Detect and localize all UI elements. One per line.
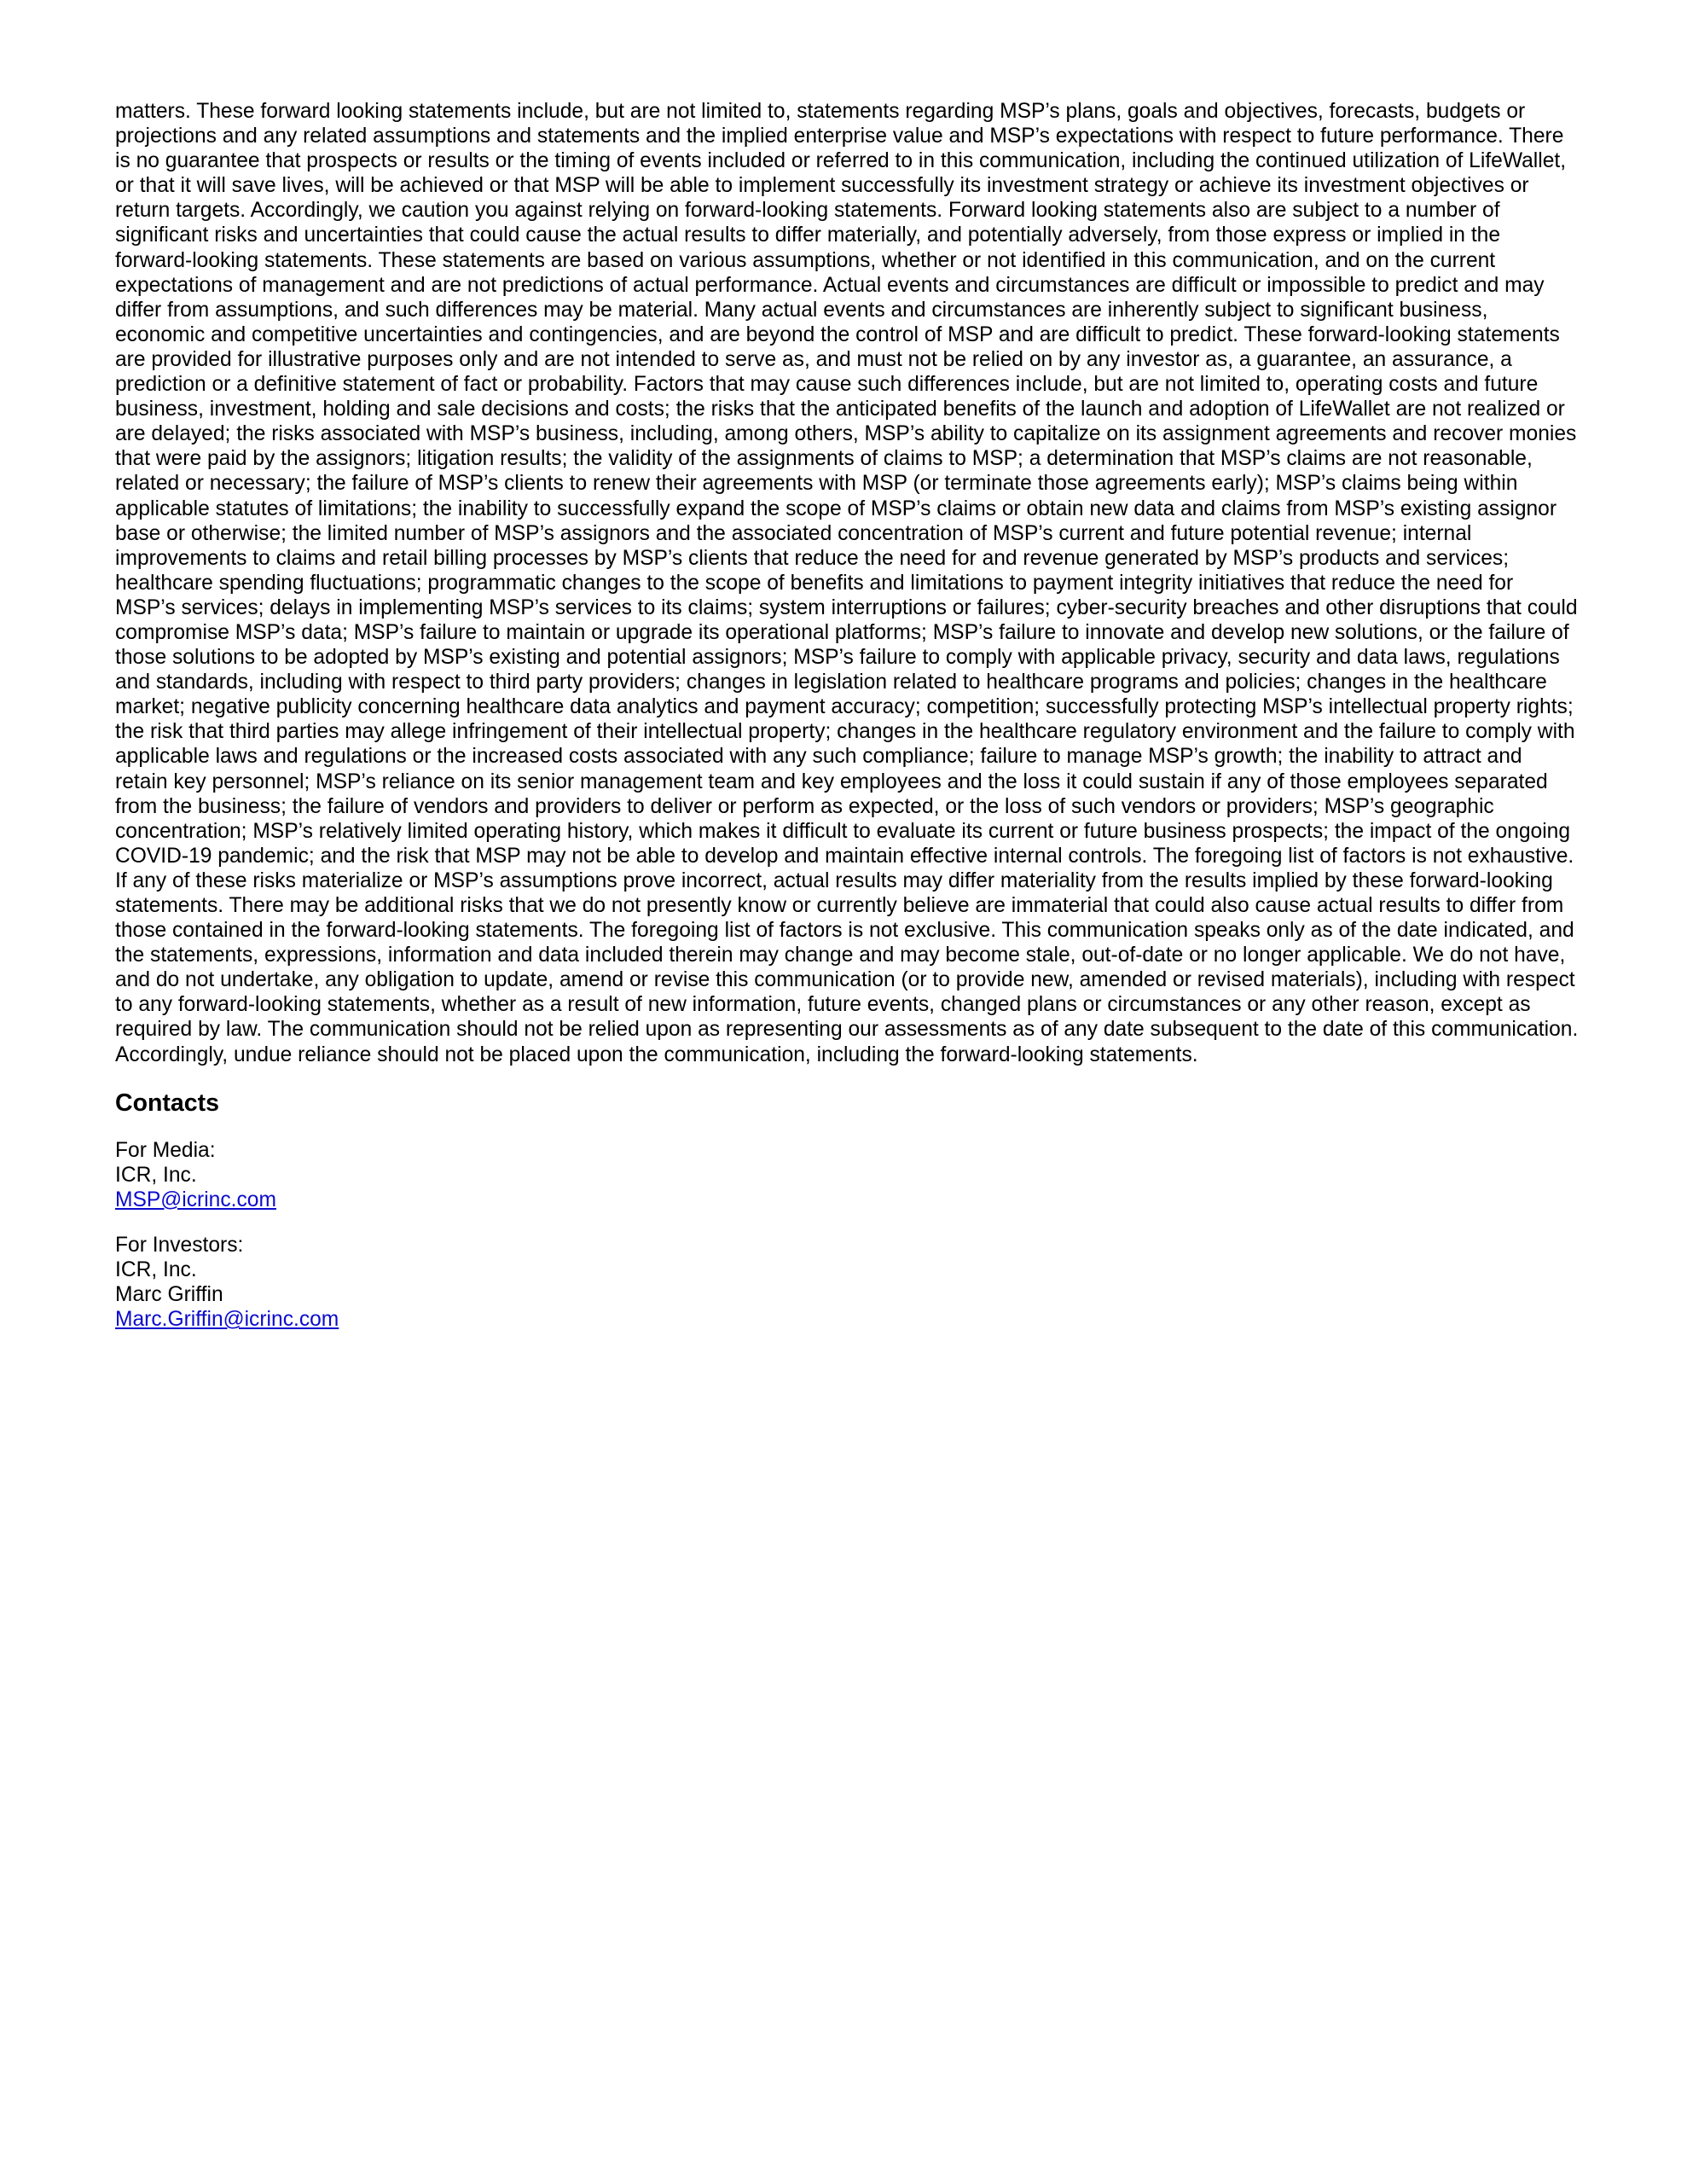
document-page — [115, 99, 1579, 1332]
media-contact-label: For Media: — [115, 1138, 216, 1162]
contacts-heading: Contacts — [115, 1089, 219, 1117]
investor-contact-label: For Investors: — [115, 1233, 244, 1257]
media-contact-email-link[interactable]: MSP@icrinc.com — [115, 1188, 276, 1211]
forward-looking-statements-paragraph: matters. These forward looking statements include, but are not limited to, statements regarding MSP’s plans, goals and objectives, forecasts, budgets or projections and any related assumptions and statements and the implied enterprise value and MSP’s expectations with respect to future performance. There is no guarantee that prospects or results or the timing of events included or referred to in this communication, including the continued utilization of LifeWallet, or that it will save lives, will be achieved or that MSP will be able to implement successfully its investment strategy or achieve its investment objectives or return targets. Accordingly, we caution you against relying on forward-looking statements. Forward looking statements also are subject to a number of significant risks and uncertainties that could cause the actual results to differ materially, and potentially adversely, from those express or implied in the forward-looking statements. These statements are based on various assumptions, whether or not identified in this communication, and on the current expectations of management and are not predictions of actual performance. Actual events and circumstances are difficult or impossible to predict and may differ from assumptions, and such differences may be material. Many actual events and circumstances are inherently subject to significant business, economic and competitive uncertainties and contingencies, and are beyond the control of MSP and are difficult to predict. These forward-looking statements are provided for illustrative purposes only and are not intended to serve as, and must not be relied on by any investor as, a guarantee, an assurance, a prediction or a definitive statement of fact or probability. Factors that may cause such differences include, but are not limited to, operating costs and future business, investment, holding and sale decisions and costs; the risks that the anticipated benefits of the launch and adoption of LifeWallet are not realized or are delayed; the risks associated with MSP’s business, including, among others, MSP’s ability to capitalize on its assignment agreements and recover monies that were paid by the assignors; litigation results; the validity of the assignments of claims to MSP; a determination that MSP’s claims are not reasonable, related or necessary; the failure of MSP’s clients to renew their agreements with MSP (or terminate those agreements early); MSP’s claims being within applicable statutes of limitations; the inability to successfully expand the scope of MSP’s claims or obtain new data and claims from MSP’s existing assignor base or otherwise; the limited number of MSP’s assignors and the associated concentration of MSP’s current and future potential revenue; internal improvements to claims and retail billing processes by MSP’s clients that reduce the need for and revenue generated by MSP’s products and services; healthcare spending fluctuations; programmatic changes to the scope of benefits and limitations to payment integrity initiatives that reduce the need for MSP’s services; delays in implementing MSP’s services to its claims; system interruptions or failures; cyber-security breaches and other disruptions that could compromise MSP’s data; MSP’s failure to maintain or upgrade its operational platforms; MSP’s failure to innovate and develop new solutions, or the failure of those solutions to be adopted by MSP’s existing and potential assignors; MSP’s failure to comply with applicable privacy, security and data laws, regulations and standards, including with respect to third party providers; changes in legislation related to healthcare programs and policies; changes in the healthcare market; negative publicity concerning healthcare data analytics and payment accuracy; competition; successfully protecting MSP’s intellectual property rights; the risk that third parties may allege infringement of their intellectual property; changes in the healthcare regulatory environment and the failure to comply with applicable laws and regulations or the increased costs associated with any such compliance; failure to manage MSP’s growth; the inability to attract and retain key personnel; MSP’s reliance on its senior management team and key employees and the loss it could sustain if any of those employees separated from the business; the failure of vendors and providers to deliver or perform as expected, or the loss of such vendors or providers; MSP’s geographic concentration; MSP’s relatively limited operating history, which makes it difficult to evaluate its current or future business prospects; the impact of the ongoing COVID-19 pandemic; and the risk that MSP may not be able to develop and maintain effective internal controls. The foregoing list of factors is not exhaustive. If any of these risks materialize or MSP’s assumptions prove incorrect, actual results may differ materiality from the results implied by these forward-looking statements. There may be additional risks that we do not presently know or currently believe are immaterial that could also cause actual results to differ from those contained in the forward-looking statements. The foregoing list of factors is not exclusive. This communication speaks only as of the date indicated, and the statements, expressions, information and data included therein may change and may become stale, out-of-date or no longer applicable. We do not have, and do not undertake, any obligation to update, amend or revise this communication (or to provide new, amended or revised materials), including with respect to any forward-looking statements, whether as a result of new information, future events, changed plans or circumstances or any other reason, except as required by law. The communication should not be relied upon as representing our assessments as of any date subsequent to the date of this communication. Accordingly, undue reliance should not be placed upon the communication, including the forward-looking statements. — [115, 100, 1579, 1066]
investor-contact-name: Marc Griffin — [115, 1283, 223, 1307]
investor-contact-email-link[interactable]: Marc.Griffin@icrinc.com — [115, 1308, 339, 1332]
investor-contact-company: ICR, Inc. — [115, 1258, 197, 1282]
media-contact-block — [115, 1138, 1579, 1212]
media-contact-company: ICR, Inc. — [115, 1163, 197, 1187]
investor-contact-block — [115, 1233, 1579, 1332]
